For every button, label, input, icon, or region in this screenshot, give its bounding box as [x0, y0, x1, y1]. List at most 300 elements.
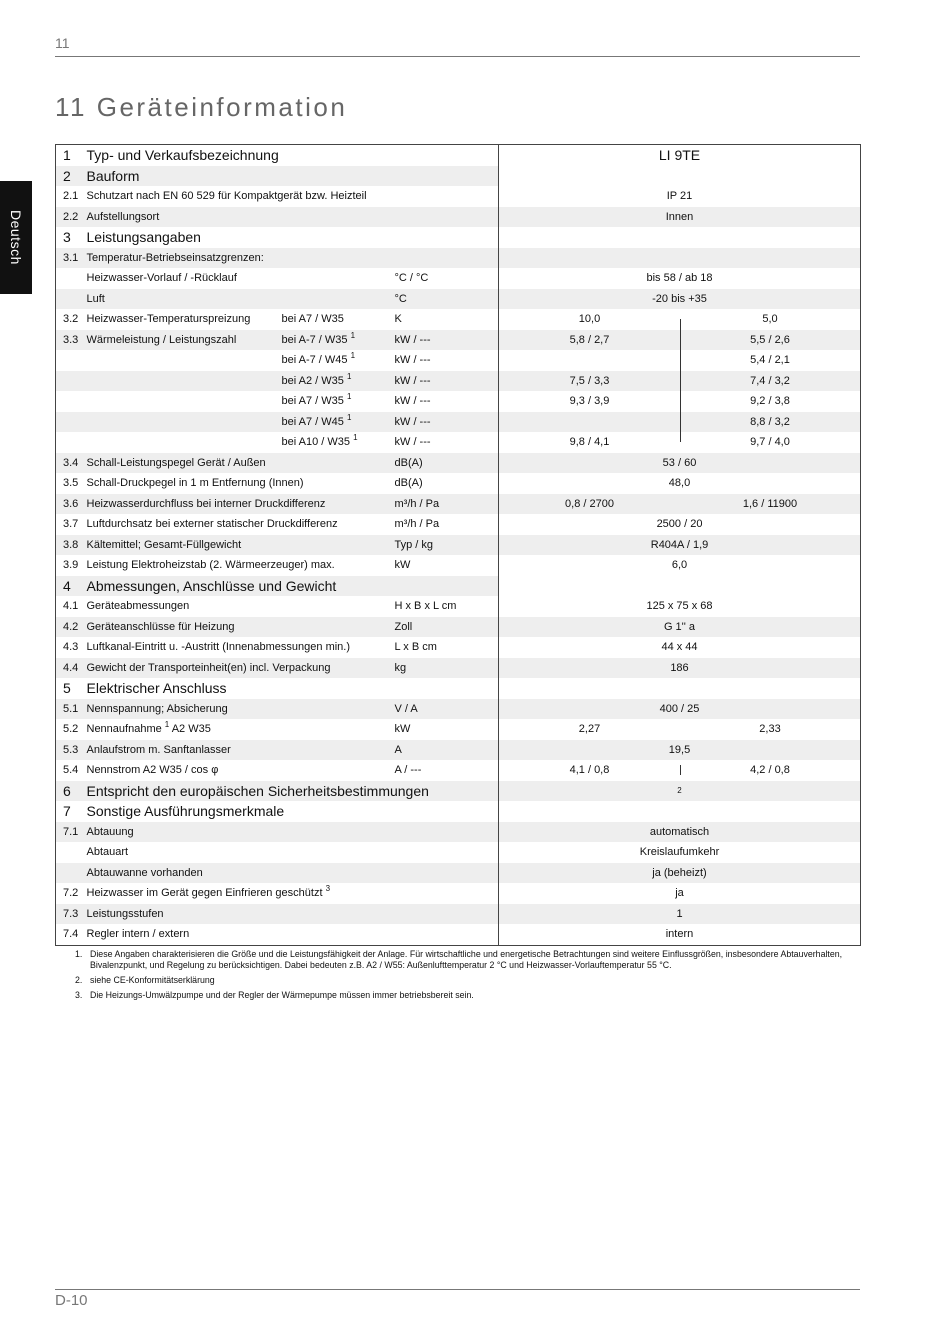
row-value: 1 — [676, 907, 683, 920]
row-label-text: Regler intern / extern — [86, 928, 190, 940]
row-values — [499, 555, 861, 576]
row-value: 53 / 60 — [662, 456, 697, 469]
footnote-ref: 1 — [350, 330, 356, 340]
row-number: 5.2 — [63, 723, 79, 735]
row-label — [87, 248, 395, 269]
row-condition — [282, 391, 395, 412]
row-label — [87, 186, 395, 207]
row-label — [87, 822, 395, 843]
row-number: 2 — [56, 166, 87, 187]
row-label-text: Heizwasser im Gerät gegen Einfrieren geschützt — [86, 887, 323, 899]
row-number: 3.9 — [63, 559, 79, 571]
row-unit — [395, 863, 499, 884]
row-unit: A / --- — [394, 764, 422, 776]
row-label-text: Schall-Leistungspegel Gerät / Außen — [86, 456, 266, 469]
row-unit: m³/h / Pa — [394, 518, 440, 530]
row-label-text: Geräteabmessungen — [86, 600, 190, 612]
footnote-text: siehe CE-Konformitätserklärung — [90, 975, 215, 985]
row-number: 7.4 — [63, 928, 79, 940]
row-number — [56, 842, 87, 863]
spec-row — [56, 658, 861, 679]
row-label — [86, 781, 429, 802]
spec-row — [56, 494, 861, 515]
row-number: 5.4 — [63, 764, 79, 776]
value-divider — [680, 371, 681, 392]
row-label-text: Wärmeleistung / Leistungszahl — [86, 333, 237, 346]
row-value: 2 — [677, 785, 682, 795]
row-unit — [395, 822, 499, 843]
row-values — [499, 924, 861, 945]
row-number: 7.2 — [63, 887, 79, 899]
spec-row — [56, 309, 861, 330]
row-value-right: 2,33 — [759, 723, 781, 735]
spec-row — [56, 760, 861, 781]
footnote — [75, 949, 855, 971]
row-value: 6,0 — [671, 559, 688, 571]
spec-row — [56, 801, 861, 822]
row-values — [499, 822, 861, 843]
row-value: automatisch — [649, 825, 710, 838]
row-value: IP 21 — [666, 190, 693, 202]
row-values — [499, 432, 861, 453]
row-values — [499, 412, 861, 433]
row-values — [499, 576, 861, 597]
value-divider — [680, 319, 681, 329]
row-number: 7.3 — [56, 904, 87, 925]
row-number: 5.3 — [56, 740, 87, 761]
row-unit: kW / --- — [394, 436, 431, 448]
row-unit: °C — [395, 289, 499, 310]
row-label-text: Entspricht den europäischen Sicherheitsbestimmungen — [86, 782, 429, 799]
row-condition-text: bei A7 / W35 — [281, 313, 344, 325]
spec-row — [56, 822, 861, 843]
footer-page-label: D-10 — [55, 1292, 88, 1309]
row-label — [87, 473, 395, 494]
row-values — [499, 617, 861, 638]
row-value: R404A / 1,9 — [650, 538, 709, 551]
row-values — [499, 658, 861, 679]
row-value: 44 x 44 — [661, 641, 698, 653]
row-label-text: Typ- und Verkaufsbezeichnung — [86, 147, 279, 163]
spec-row — [56, 637, 861, 658]
row-value-right: 5,4 / 2,1 — [750, 354, 790, 366]
row-unit: K — [394, 313, 402, 325]
row-value-right: 9,7 / 4,0 — [750, 436, 790, 448]
spec-row — [56, 166, 861, 187]
row-number: 3 — [63, 229, 71, 245]
row-number: 2.2 — [56, 207, 87, 228]
row-label — [87, 576, 395, 597]
spec-row — [56, 555, 861, 576]
row-number — [56, 863, 87, 884]
row-values — [499, 268, 861, 289]
row-value: 19,5 — [668, 743, 691, 756]
row-label — [87, 637, 395, 658]
row-unit: kg — [395, 658, 499, 679]
spec-row — [56, 248, 861, 269]
row-condition — [282, 432, 395, 453]
row-values — [499, 371, 861, 392]
row-condition-text: bei A10 / W35 — [281, 436, 350, 448]
footnote-ref: 1 — [353, 433, 358, 442]
row-value: 400 / 25 — [659, 702, 700, 715]
row-unit: kW / --- — [395, 330, 499, 351]
row-condition — [282, 371, 395, 392]
row-unit: kW — [394, 723, 411, 735]
row-label — [87, 145, 395, 166]
spec-row — [56, 330, 861, 351]
row-value-left: 2,27 — [578, 723, 601, 735]
spec-row — [56, 186, 861, 207]
row-values — [499, 699, 861, 720]
spec-row — [56, 576, 861, 597]
row-value-left: 9,3 / 3,9 — [569, 395, 610, 407]
row-number: 7.1 — [56, 822, 87, 843]
row-value: ja — [675, 887, 684, 899]
row-value-left: 7,5 / 3,3 — [569, 374, 610, 387]
row-label — [87, 760, 395, 781]
row-values — [499, 309, 861, 330]
row-values — [499, 494, 861, 515]
spec-row — [56, 535, 861, 556]
row-values — [499, 535, 861, 556]
row-number: 3.1 — [56, 248, 87, 269]
row-label — [87, 535, 395, 556]
row-label — [87, 371, 282, 392]
row-number: 3.5 — [63, 477, 79, 489]
row-number: 3.2 — [63, 313, 79, 325]
row-condition — [282, 350, 395, 371]
row-condition-text: bei A2 / W35 — [281, 374, 344, 387]
spec-table — [55, 144, 861, 946]
row-value: Innen — [665, 210, 694, 223]
spec-row — [56, 842, 861, 863]
row-label-text: Sonstige Ausführungsmerkmale — [86, 803, 285, 819]
footnote — [75, 975, 855, 986]
row-number: 7 — [63, 803, 71, 819]
row-condition — [282, 309, 395, 330]
row-values — [499, 391, 861, 412]
row-label — [87, 883, 395, 904]
row-label-text: Aufstellungsort — [86, 210, 160, 223]
row-value: 2500 / 20 — [656, 518, 703, 530]
row-values — [499, 350, 861, 371]
value-divider — [680, 765, 681, 775]
spec-row — [56, 883, 861, 904]
value-divider — [680, 391, 681, 412]
row-unit — [395, 801, 499, 822]
row-unit: Zoll — [395, 617, 499, 638]
row-unit — [395, 166, 499, 187]
row-values — [499, 904, 861, 925]
footnote-ref: 1 — [346, 392, 352, 401]
row-values — [499, 166, 861, 187]
row-label — [87, 658, 395, 679]
row-values — [499, 289, 861, 310]
row-unit — [395, 145, 499, 166]
row-label-text: Abtauung — [86, 825, 134, 838]
row-label — [87, 453, 395, 474]
row-values — [499, 719, 861, 740]
row-unit — [395, 186, 499, 207]
row-condition-text: bei A7 / W45 — [281, 415, 344, 428]
row-value-right: 5,0 — [762, 313, 778, 325]
row-label — [87, 350, 282, 371]
footer-rule — [55, 1289, 860, 1290]
row-label — [87, 207, 395, 228]
row-label — [87, 227, 395, 248]
row-unit — [395, 248, 499, 269]
row-label — [87, 678, 395, 699]
row-number: 4.4 — [56, 658, 87, 679]
row-value-left: 0,8 / 2700 — [565, 497, 614, 510]
row-value-right: 5,5 / 2,6 — [750, 333, 790, 346]
footnote-ref: 3 — [325, 884, 331, 893]
row-values — [499, 227, 861, 248]
row-label — [87, 494, 395, 515]
row-values — [499, 781, 861, 802]
row-label — [87, 924, 395, 945]
footnote-number: 1. — [75, 949, 83, 959]
row-label-text: Nennspannung; Absicherung — [86, 702, 228, 715]
row-number — [56, 371, 87, 392]
row-number: 4.2 — [56, 617, 87, 638]
row-unit: °C / °C — [394, 272, 429, 284]
row-unit: H x B x L cm — [394, 600, 457, 612]
row-values — [499, 248, 861, 269]
row-values — [499, 514, 861, 535]
row-condition — [282, 330, 395, 351]
spec-row — [56, 699, 861, 720]
row-number: 4.1 — [63, 600, 79, 612]
row-value: 48,0 — [668, 477, 691, 489]
row-label — [87, 166, 395, 187]
row-label — [87, 432, 282, 453]
spec-row — [56, 514, 861, 535]
row-unit — [395, 576, 499, 597]
spec-row — [56, 289, 861, 310]
spec-row — [56, 268, 861, 289]
row-unit: kW — [394, 559, 411, 571]
row-label-text: Leistungsangaben — [86, 229, 201, 245]
row-value: -20 bis +35 — [652, 292, 707, 305]
row-value: 125 x 75 x 68 — [646, 600, 713, 612]
row-unit — [395, 883, 499, 904]
spec-row — [56, 596, 861, 617]
row-label-text: Nennstrom A2 W35 / cos φ — [86, 764, 219, 776]
row-value-right: 1,6 / 11900 — [742, 497, 798, 510]
row-number: 3.3 — [56, 330, 87, 351]
row-label-text: Temperatur-Betriebseinsatzgrenzen: — [86, 251, 264, 264]
row-value-left: 5,8 / 2,7 — [569, 333, 610, 346]
row-number: 2.1 — [63, 190, 79, 202]
row-label — [87, 596, 395, 617]
row-values — [499, 473, 861, 494]
spec-row — [56, 207, 861, 228]
footnote-ref: 1 — [346, 412, 352, 422]
spec-row — [56, 678, 861, 699]
row-unit — [395, 207, 499, 228]
row-number — [56, 350, 87, 371]
row-values — [499, 740, 861, 761]
row-values — [499, 801, 861, 822]
row-label — [87, 412, 282, 433]
row-number: 3.7 — [63, 518, 79, 530]
row-label-text: Leistung Elektroheizstab (2. Wärmeerzeuger) max. — [86, 559, 335, 571]
spec-row — [56, 227, 861, 248]
row-value: 186 — [670, 661, 689, 674]
row-unit — [395, 904, 499, 925]
row-unit — [395, 842, 499, 863]
row-values — [499, 883, 861, 904]
spec-table-body — [56, 145, 861, 946]
row-number: 5.1 — [56, 699, 87, 720]
row-values — [499, 596, 861, 617]
row-values — [499, 637, 861, 658]
footnote-number: 2. — [75, 975, 83, 985]
spec-row — [56, 781, 861, 802]
row-value: ja (beheizt) — [652, 866, 707, 879]
header-rule — [55, 56, 860, 57]
row-unit: kW / --- — [395, 371, 499, 392]
row-label-text: Luftdurchsatz bei externer statischer Druckdifferenz — [86, 518, 338, 530]
footnote-ref: 1 — [346, 371, 352, 381]
row-number: 4.3 — [63, 641, 79, 653]
row-label-text: Leistungsstufen — [86, 907, 164, 920]
footnote — [75, 990, 855, 1001]
row-values — [499, 207, 861, 228]
row-label-text: Heizwasserdurchfluss bei interner Druckdifferenz — [86, 497, 326, 510]
row-number: 6 — [56, 781, 87, 802]
footnote-text: Diese Angaben charakterisieren die Größe und die Leistungsfähigkeit der Anlage. Für wirtschaftliche und energetische Betrachtungen sind weitere Einflussgrößen, insbesondere Abtauverhalten, Bivalenzpunkt, und Regelung zu berücksichtigen. Dabei bedeuten z.B. A2 / W55: Außenlufttemperatur 2 °C und Heizwasser-Vorlauftemperatur 55 °C. — [90, 949, 843, 970]
row-label-text: Nennaufnahme — [86, 723, 162, 735]
row-value-left: 9,8 / 4,1 — [569, 436, 610, 448]
row-label-text: Kältemittel; Gesamt-Füllgewicht — [86, 538, 242, 551]
row-number — [56, 268, 87, 289]
row-label — [87, 801, 395, 822]
row-unit: A — [395, 740, 499, 761]
row-value-right: 9,2 / 3,8 — [750, 395, 790, 407]
footnote-ref: 1 — [164, 720, 170, 729]
row-label — [87, 617, 395, 638]
row-unit: dB(A) — [395, 453, 499, 474]
row-value: LI 9TE — [658, 147, 701, 163]
value-divider — [680, 330, 681, 351]
row-label-text: Heizwasser-Temperaturspreizung — [86, 313, 251, 325]
row-unit: kW / --- — [395, 412, 499, 433]
row-label — [87, 268, 395, 289]
row-label-text: Abtauwanne vorhanden — [86, 866, 203, 879]
language-side-tab — [0, 181, 32, 294]
row-number: 3.4 — [56, 453, 87, 474]
spec-row — [56, 863, 861, 884]
row-value-right: 4,2 / 0,8 — [750, 764, 790, 776]
row-values — [499, 863, 861, 884]
row-number: 5 — [63, 680, 71, 696]
row-value-left: 4,1 / 0,8 — [569, 764, 610, 776]
row-label-text: Geräteanschlüsse für Heizung — [86, 620, 235, 633]
row-number: 3.8 — [56, 535, 87, 556]
row-label-text: Schutzart nach EN 60 529 für Kompaktgerät bzw. Heizteil — [86, 190, 367, 202]
row-condition — [282, 412, 395, 433]
spec-row — [56, 432, 861, 453]
row-value-right: 8,8 / 3,2 — [750, 415, 790, 428]
row-label-text: Luftkanal-Eintritt u. -Austritt (Innenabmessungen min.) — [86, 641, 351, 653]
value-divider — [680, 350, 681, 371]
row-value: Kreislaufumkehr — [639, 846, 720, 858]
row-label-text: Schall-Druckpegel in 1 m Entfernung (Innen) — [86, 477, 304, 489]
row-label — [87, 842, 395, 863]
spec-row — [56, 453, 861, 474]
row-unit: m³/h / Pa — [395, 494, 499, 515]
row-label — [87, 514, 395, 535]
row-condition-text: bei A-7 / W35 — [281, 333, 348, 346]
row-condition-text: bei A-7 / W45 — [281, 354, 348, 366]
row-values — [499, 760, 861, 781]
row-number — [56, 432, 87, 453]
row-label-tail: A2 W35 — [169, 723, 211, 735]
row-label — [87, 740, 395, 761]
row-label — [87, 330, 282, 351]
footnote-number: 3. — [75, 990, 83, 1000]
row-value-left: 10,0 — [578, 313, 601, 325]
row-label — [87, 391, 282, 412]
row-number — [56, 289, 87, 310]
row-label-text: Heizwasser-Vorlauf / -Rücklauf — [86, 272, 237, 284]
value-divider — [680, 412, 681, 433]
row-label — [87, 555, 395, 576]
value-divider — [680, 432, 681, 442]
spec-row — [56, 904, 861, 925]
spec-row — [56, 719, 861, 740]
row-label-text: Bauform — [86, 167, 140, 184]
row-label — [87, 863, 395, 884]
spec-row — [56, 350, 861, 371]
footnote-ref: 1 — [350, 351, 356, 360]
row-label — [87, 904, 395, 925]
footnotes — [75, 949, 855, 1005]
row-label — [87, 699, 395, 720]
spec-row — [56, 412, 861, 433]
row-values — [499, 330, 861, 351]
row-number — [56, 391, 87, 412]
language-side-tab-label: Deutsch — [8, 210, 24, 265]
row-label-text: Elektrischer Anschluss — [86, 680, 227, 696]
row-label — [87, 289, 395, 310]
page-title: 11 Geräteinformation — [55, 92, 348, 122]
row-label-text: Anlaufstrom m. Sanftanlasser — [86, 743, 231, 756]
row-label — [87, 719, 395, 740]
spec-row — [56, 145, 861, 166]
row-value: bis 58 / ab 18 — [646, 272, 713, 284]
row-unit: V / A — [395, 699, 499, 720]
row-label-text: Abtauart — [86, 846, 129, 858]
row-condition-text: bei A7 / W35 — [281, 395, 344, 407]
spec-row — [56, 371, 861, 392]
row-unit: dB(A) — [394, 477, 423, 489]
row-value: G 1'' a — [663, 620, 696, 633]
row-unit — [395, 678, 499, 699]
row-value: intern — [665, 928, 694, 940]
spec-row — [56, 740, 861, 761]
row-values — [499, 186, 861, 207]
row-values — [499, 842, 861, 863]
row-values — [499, 145, 861, 166]
row-label-text: Luft — [86, 292, 105, 305]
row-unit: Typ / kg — [395, 535, 499, 556]
spec-row — [56, 924, 861, 945]
row-unit: L x B cm — [394, 641, 437, 653]
